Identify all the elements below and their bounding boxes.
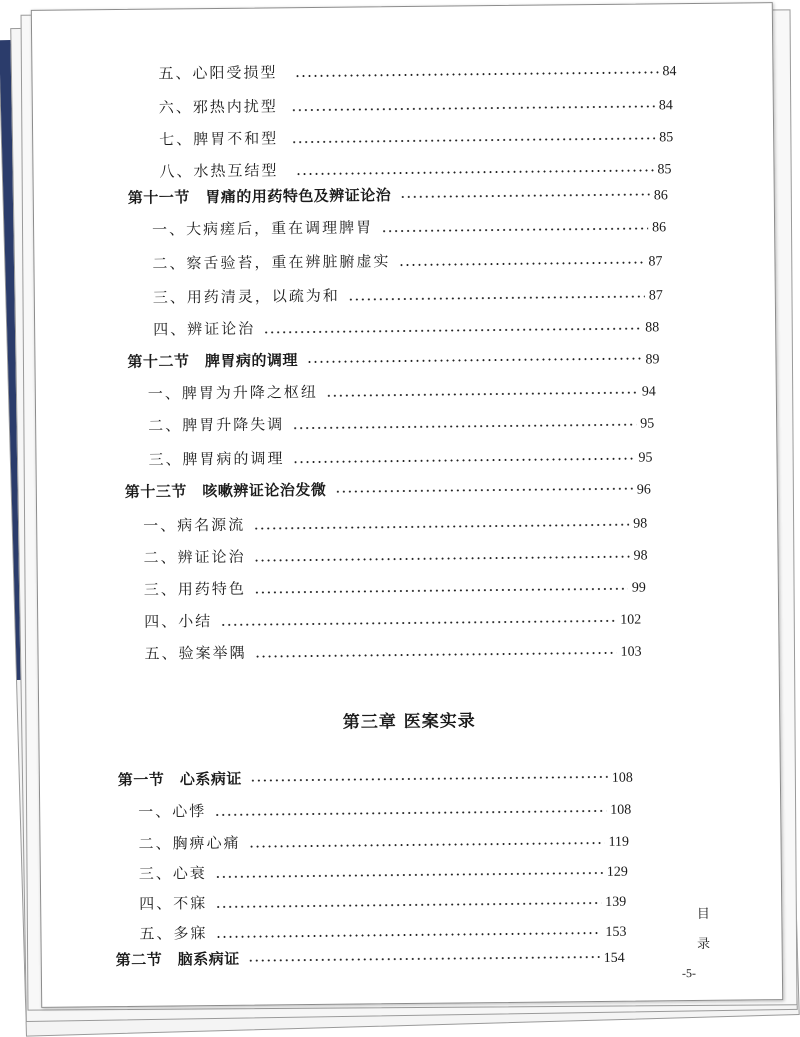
toc-page-number: 88 (645, 320, 660, 336)
toc-subentry[interactable] (153, 312, 681, 342)
toc-subentry[interactable] (148, 408, 676, 438)
toc-dot-leader (216, 932, 602, 938)
toc-page-number: 98 (633, 548, 648, 564)
chapter-heading: 第三章 医案实录 (342, 711, 476, 733)
toc-entry-title: 三、脾胃病的调理 (148, 449, 285, 469)
toc-entry-title: 一、病名源流 (143, 515, 246, 535)
toc-dot-leader (215, 872, 603, 878)
toc-subentry[interactable] (153, 280, 685, 310)
toc-dot-leader (214, 810, 606, 816)
toc-dot-leader (294, 71, 658, 77)
toc-page-number: 99 (631, 580, 646, 596)
toc-dot-leader (292, 424, 636, 430)
toc-page-number: 85 (659, 130, 674, 146)
toc-dot-leader (263, 328, 641, 334)
toc-page-number: 89 (645, 352, 660, 368)
toc-entry-title: 八、水热互结型 (159, 161, 279, 181)
toc-subentry[interactable] (139, 857, 643, 886)
toc-entry-title: 三、用药清灵，以疏为和 (152, 286, 340, 307)
toc-dot-leader (296, 169, 654, 175)
toc-page-number: 86 (653, 188, 668, 204)
toc-subentry[interactable] (158, 56, 698, 86)
toc-dot-leader (398, 262, 644, 267)
toc-dot-leader (348, 295, 645, 300)
toc-subentry[interactable] (152, 246, 684, 276)
toc-page-number: 98 (633, 516, 648, 532)
toc-dot-leader (293, 458, 635, 464)
toc-dot-leader (220, 620, 616, 626)
toc-page-number: 119 (608, 834, 630, 850)
toc-section-entry[interactable] (127, 344, 681, 374)
toc-subentry[interactable] (144, 572, 668, 601)
toc-page-number: 87 (648, 288, 663, 304)
toc-subentry[interactable] (148, 442, 674, 472)
toc-entry-title: 二、辨证论治 (143, 547, 246, 567)
toc-dot-leader (291, 137, 655, 143)
toc-section-entry[interactable] (125, 474, 673, 504)
toc-page-number: 102 (620, 612, 642, 628)
toc-entry-title: 第一节 心系病证 (117, 769, 242, 790)
toc-dot-leader (254, 588, 628, 594)
toc-dot-leader (215, 902, 601, 908)
toc-dot-leader (335, 488, 633, 493)
toc-entry-title: 五、验案举隅 (144, 643, 247, 663)
toc-page-number: 139 (605, 894, 627, 910)
toc-subentry[interactable] (139, 887, 641, 916)
toc-dot-leader (254, 556, 630, 562)
toc-dot-leader (400, 193, 650, 198)
toc-subentry[interactable] (143, 508, 669, 538)
toc-dot-leader (248, 956, 600, 962)
toc-page-number: 108 (610, 802, 632, 818)
toc-entry-title: 三、心衰 (138, 864, 207, 883)
toc-section-entry[interactable] (118, 762, 648, 792)
toc-entry-title: 第十一节 胃痛的用药特色及辨证论治 (127, 186, 392, 207)
toc-page-number: 86 (652, 220, 667, 236)
toc-section-entry[interactable] (128, 180, 690, 210)
toc-entry-title: 一、大病瘥后，重在调理脾胃 (152, 218, 374, 239)
toc-entry-title: 第十三节 咳嗽辨证论治发微 (124, 480, 327, 501)
toc-page-number: 95 (638, 450, 653, 466)
toc-page-number: 94 (641, 384, 656, 400)
toc-dot-leader (291, 105, 655, 111)
toc-subentry[interactable] (138, 795, 646, 824)
toc-page-number: 129 (606, 864, 628, 880)
toc-dot-leader (381, 227, 648, 232)
toc-page (31, 2, 783, 1008)
margin-label-char: 目 (696, 906, 710, 922)
toc-entry-title: 四、小结 (144, 612, 213, 631)
toc-subentry[interactable] (139, 917, 641, 946)
toc-subentry[interactable] (144, 604, 656, 633)
toc-page-number: 108 (611, 770, 633, 786)
toc-subentry[interactable] (144, 636, 656, 665)
toc-entry-title: 五、多寐 (139, 924, 208, 943)
toc-entry-title: 四、辨证论治 (153, 319, 256, 339)
toc-subentry[interactable] (159, 122, 695, 152)
toc-entry-title: 一、心悸 (138, 802, 207, 821)
toc-subentry[interactable] (159, 90, 695, 120)
toc-page-number: 103 (620, 644, 642, 660)
toc-subentry[interactable] (152, 212, 688, 242)
toc-section-entry[interactable] (116, 943, 640, 972)
toc-subentry[interactable] (159, 154, 693, 184)
toc-entry-title: 一、脾胃为升降之枢纽 (147, 382, 318, 403)
toc-entry-title: 第十二节 脾胃病的调理 (127, 351, 299, 371)
toc-entry-title: 五、心阳受损型 (158, 63, 278, 83)
toc-page-number: 84 (662, 64, 677, 80)
toc-subentry[interactable] (148, 376, 678, 406)
toc-page-number: 96 (636, 482, 651, 498)
toc-entry-title: 六、邪热内扰型 (158, 97, 278, 117)
toc-dot-leader (326, 392, 638, 397)
toc-dot-leader (253, 524, 629, 530)
toc-page-number: 95 (640, 416, 655, 432)
margin-section-label (691, 900, 716, 960)
page-number: -5- (681, 966, 696, 981)
toc-subentry[interactable] (143, 540, 669, 570)
toc-entry-title: 二、察舌验苔，重在辨脏腑虚实 (152, 252, 391, 273)
toc-dot-leader (306, 358, 641, 364)
toc-entry-title: 三、用药特色 (143, 579, 246, 599)
toc-page-number: 85 (657, 162, 672, 178)
toc-page-number: 154 (603, 950, 625, 966)
toc-entry-title: 七、脾胃不和型 (159, 129, 279, 149)
toc-page-number: 84 (658, 98, 673, 114)
toc-page-number: 87 (648, 254, 663, 270)
margin-label-char: 录 (697, 936, 711, 952)
toc-dot-leader (255, 652, 617, 658)
toc-page-number: 153 (605, 924, 627, 940)
toc-dot-leader (250, 776, 608, 782)
toc-entry-title: 第二节 脑系病证 (115, 949, 240, 970)
toc-subentry[interactable] (138, 827, 644, 856)
toc-dot-leader (249, 842, 605, 848)
toc-entry-title: 四、不寐 (139, 894, 208, 913)
toc-entry-title: 二、胸痹心痛 (138, 833, 241, 853)
toc-entry-title: 二、脾胃升降失调 (148, 415, 285, 435)
